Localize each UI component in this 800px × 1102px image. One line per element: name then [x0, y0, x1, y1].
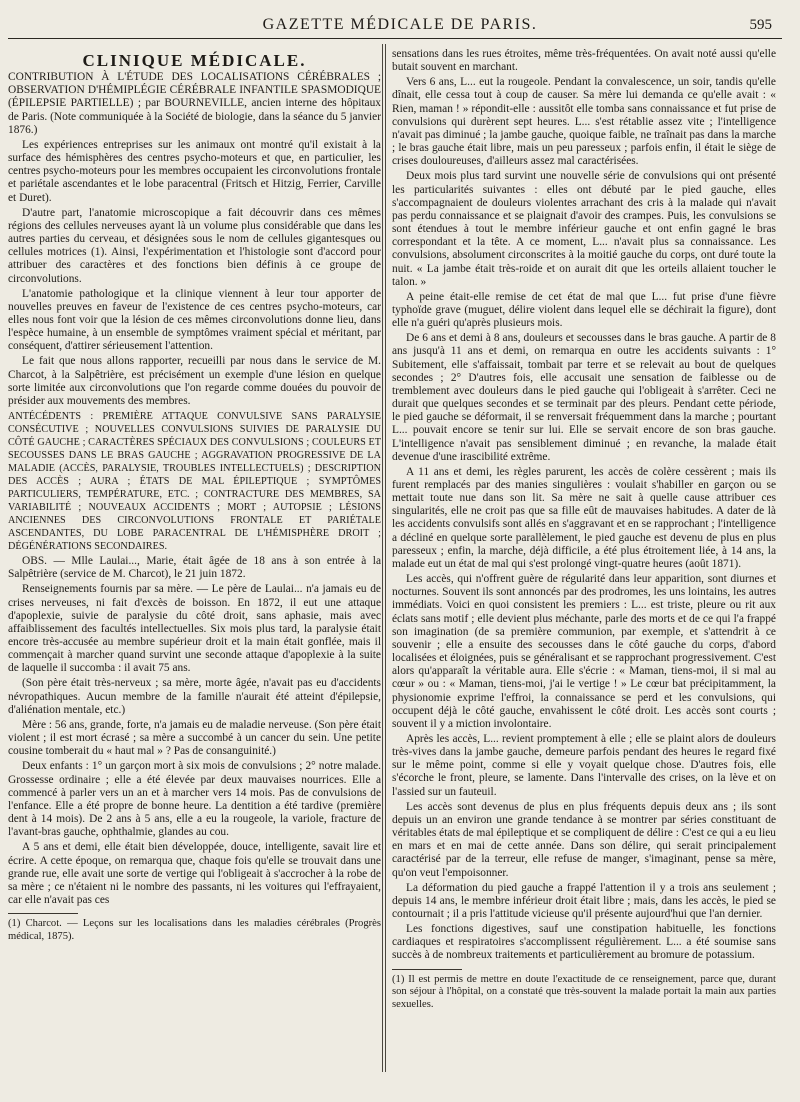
paragraph: Renseignements fournis par sa mère. — Le père de Laulai... n'a jamais eu de crises nerveuses, ni fait d'excès de boisson. En 1872, il eut une attaque d'apoplexie, suivie de paralysie du côté droit, sans aphasie, mais avec affaiblissement des facultés intellectuelles. Six mois plus tard, la paralysie était encore très-accusée au membre supérieur droit et la main était gonflée, mais il commençait à marcher quand survint une seconde attaque d'apoplexie à la suite de laquelle il succomba : il avait 75 ans.: [8, 583, 381, 675]
journal-title: GAZETTE MÉDICALE DE PARIS.: [262, 16, 538, 33]
article-heading: CONTRIBUTION À L'ÉTUDE DES LOCALISATIONS CÉRÉBRALES ; OBSERVATION D'HÉMIPLÉGIE CÉRÉBRALE INFANTILE SPASMODIQUE (ÉPILEPSIE PARTIELLE) ; par BOURNEVILLE, ancien interne des hôpitaux de Paris. (Note communiquée à la Société de biologie, dans la séance du 5 janvier 1876.): [8, 71, 381, 136]
paragraph: A 11 ans et demi, les règles parurent, les accès de colère cessèrent ; mais ils furent remplacés par des manies singulières : voulait s'habiller en garçon ou se mettait toute nue dans son lit. Sa mère ne sait à quelle cause attribuer ces singularités, elle ne croit pas que sa fille eût de mauvaises habitudes. A dater de là les accidents convulsifs sont allés en s'aggravant et en se rapprochant ; l'intelligence a décliné en quelque sorte parallèlement, le pied gauche est devenu de plus en plus paresseux ; enfin, la marche, déjà difficile, a été plus étroitement liée, à 14 ans, la malade eut un état de mal qui s'est prolongé vingt-quatre heures (août 1871).: [392, 465, 776, 570]
paragraph: La déformation du pied gauche a frappé l'attention il y a trois ans seulement ; depuis 14 ans, le membre inférieur droit était libre ; mais, dans les accès, le pied se contournait ; il a pris l'attitude vicieuse qu'il présente aujourd'hui que l'an dernier.: [392, 881, 776, 920]
paragraph: OBS. — Mlle Laulai..., Marie, était âgée de 18 ans à son entrée à la Salpêtrière (service de M. Charcot), le 21 juin 1872.: [8, 555, 381, 581]
paragraph: Vers 6 ans, L... eut la rougeole. Pendant la convalescence, un soir, tandis qu'elle dînait, elle cessa tout à coup de causer. Sa mère lui demanda ce qu'elle avait : « Rien, maman ! » répondit-elle : aussitôt elle tomba sans connaissance et fut prise de convulsions qui durèrent sept heures. L... s'est rétablie assez vite ; l'intelligence n'avait pas diminué ; la jambe gauche, quoique faible, ne traînait pas dans la marche ; le bras gauche était libre, mais un peu paresseux ; parfois enfin, il était le siège de crises douloureuses, d'ailleurs assez mal caractérisées.: [392, 76, 776, 168]
footnote: (1) Il est permis de mettre en doute l'exactitude de ce renseignement, parce que, durant son séjour à l'hôpital, on a constaté que très-souvent la malade portait la main aux parties sexuelles.: [392, 973, 776, 1010]
header-rule: [8, 38, 782, 39]
paragraph: sensations dans les rues étroites, même très-fréquentées. On avait noté aussi qu'elle butait souvent en marchant.: [392, 48, 776, 74]
paragraph: De 6 ans et demi à 8 ans, douleurs et secousses dans le bras gauche. A partir de 8 ans jusqu'à 11 ans et demi, on remarqua en outre les accidents suivants : 1° Subitement, elle s'affaissait, tombait par terre et se relevait au bout de quelques secondes ; 2° D'autres fois, elle accusait une sensation de faiblesse ou de tremblement avec douleurs dans le pied gauche qui l'obligeait à s'arrêter. Ceci ne durait que quelques secondes et se terminait par des pleurs. Pendant cette période, le pied gauche se déformait, il se renversait fréquemment dans la marche ; pourtant L... pouvait encore se tenir sur lui. Elle se servait encore de son bras gauche. L'intelligence n'avait pas sensiblement diminué ; en revanche, la malade était devenue d'une irascibilité extrême.: [392, 332, 776, 463]
footnote: (1) Charcot. — Leçons sur les localisations dans les maladies cérébrales (Progrès médical, 1875).: [8, 918, 381, 942]
section-title: CLINIQUE MÉDICALE.: [82, 51, 307, 70]
paragraph: A 5 ans et demi, elle était bien développée, douce, intelligente, savait lire et écrire. A cette époque, on remarqua que, chaque fois qu'elle se trouvait dans une grande rue, elle avait une sorte de vertige qui l'obligeait à s'accrocher à la robe de sa mère ; ce n'étaient ni le nombre des passants, ni les voitures qui l'effrayaient, car elle n'avait pas ces: [8, 841, 381, 906]
paragraph: Deux mois plus tard survint une nouvelle série de convulsions qui ont présenté les particularités suivantes : elles ont débuté par le pied gauche, elles s'accompagnaient de douleurs violentes arrachant des cris à la malade qui n'avait pas perdu connaissance et se plaignait d'avoir des crampes. Puis, les convulsions se sont étendues à tout le membre inférieur gauche et ont enfin gagné le bras correspondant et la tête. A ce moment, L... n'avait plus sa connaissance. Les convulsions, absolument circonscrites à la moitié gauche du corps, ont duré toute la nuit. « La jambe était très-roide et on aurait dit que les orteils allaient toucher le talon. »: [392, 170, 776, 288]
page-number: 595: [749, 17, 772, 33]
page-header: [0, 12, 800, 40]
right-column: [392, 48, 776, 1078]
paragraph: Deux enfants : 1° un garçon mort à six mois de convulsions ; 2° notre malade. Grossesse ordinaire ; elle a été élevée par deux mauvaises nourrices. Elle a commencé à parler vers un an et à marcher vers 14 mois. Pas de convulsions de l'enfance. Elle a été propre de bonne heure. La dentition a été tardive (première dent à 14 mois). De 2 ans à 5 ans, elle a eu la rougeole, la variole, fracture de l'avant-bras gauche, ophthalmie, glandes au cou.: [8, 760, 381, 839]
paragraph: Les accès sont devenus de plus en plus fréquents depuis deux ans ; ils sont depuis un an environ une grande tendance à se montrer par séries constituant de véritables états de mal épileptique et se compliquent de délire : C'est ce qui a eu lieu en mars et en mai de cette année. Dans son délire, qui serait principalement caractérisé par de la terreur, elle refuse de manger, s'imaginant, pense sa mère, qu'on veut l'empoisonner.: [392, 800, 776, 879]
footnote-rule: [8, 913, 78, 914]
paragraph: D'autre part, l'anatomie microscopique a fait découvrir dans ces mêmes régions des cellules nerveuses ayant là un volume plus considérable que dans les autres parties du cerveau, et désignées sous le nom de cellules gigantesques ou cellules motrices (1). Ainsi, l'expérimentation et l'histologie sont d'accord pour attribuer des caractères et des fonctions bien définis à ce groupe de circonvolutions.: [8, 206, 381, 285]
column-divider: [382, 44, 383, 1072]
observation-summary: ANTÉCÉDENTS : PREMIÈRE ATTAQUE CONVULSIVE SANS PARALYSIE CONSÉCUTIVE ; NOUVELLES CONVULSIONS SUIVIES DE PARALYSIE DU CÔTÉ GAUCHE ; CARACTÈRES SPÉCIAUX DES CONVULSIONS ; COULEURS ET SECOUSSES DANS LE BRAS GAUCHE ; AGGRAVATION PROGRESSIVE DE LA MALADIE (ACCÈS, PARALYSIE, TROUBLES INTELLECTUELS) ; DESCRIPTION DES ACCÈS ; AURA ; ÉTATS DE MAL ÉPILEPTIQUE ; SYMPTÔMES PARTICULIERS, TEMPÉRATURE, ETC. ; CONTRACTURE DES MEMBRES, SA VARIABILITÉ ; NOUVEAUX ACCIDENTS ; MORT ; AUTOPSIE ; LÉSIONS ANCIENNES DES CIRCONVOLUTIONS FRONTALE ET PARIÉTALE ASCENDANTES, DU LOBE PARACENTRAL DE L'HÉMISPHÈRE DROIT ; DÉGÉNÉRATIONS SECONDAIRES.: [8, 411, 381, 553]
paragraph: A peine était-elle remise de cet état de mal que L... fut prise d'une fièvre typhoïde grave (muguet, délire violent dans lequel elle se déchirait la figure), dont elle n'a guéri qu'après plusieurs mois.: [392, 290, 776, 330]
paragraph: L'anatomie pathologique et la clinique viennent à leur tour apporter de nouvelles preuves en faveur de l'existence de ces centres psycho-moteurs, car elles nous font voir que la lésion de ces mêmes circonvolutions donne lieu, dans l'espèce humaine, à un ensemble de symptômes vraiment spécial et méritant, par conséquent, d'attirer sérieusement l'attention.: [8, 287, 381, 353]
paragraph: Le fait que nous allons rapporter, recueilli par nous dans le service de M. Charcot, à la Salpêtrière, est précisément un exemple d'une lésion en quelque sorte limitée aux circonvolutions que l'on regarde comme douées du pouvoir de présider aux mouvements des membres.: [8, 355, 381, 407]
column-divider-second: [385, 44, 386, 1072]
paragraph: Après les accès, L... revient promptement à elle ; elle se plaint alors de douleurs très-vives dans la jambe gauche, demeure parfois pendant des heures le regard fixé sur le même point, comme si elle y voyait quelque chose. D'autres fois, elle s'écorche le front, pleure, se lamente. Dans l'intervalle des crises, on la lève et on l'assied sur un fauteuil.: [392, 732, 776, 798]
paragraph: Les fonctions digestives, sauf une constipation habituelle, les fonctions cardiaques et respiratoires s'accomplissent régulièrement. L... a été soumise sans succès à de nombreux traitements et particulièrement au bromure de potassium.: [392, 923, 776, 962]
paragraph: Mère : 56 ans, grande, forte, n'a jamais eu de maladie nerveuse. (Son père était violent ; il est mort écrasé ; sa mère a succombé à un cancer du sein. Une petite cousine tomberait du « haut mal » ? Pas de consanguinité.): [8, 718, 381, 758]
paragraph: (Son père était très-nerveux ; sa mère, morte âgée, n'avait pas eu d'accidents névropathiques. Aucun membre de la famille n'aurait été atteint d'épilepsie, d'aliénation mentale, etc.): [8, 677, 381, 716]
left-column: [8, 48, 381, 1078]
paragraph: Les accès, qui n'offrent guère de régularité dans leur apparition, sont diurnes et nocturnes. Souvent ils sont annoncés par des prodromes, les uns lointains, les autres immédiats. Voici en quoi consistent les premiers : L... est triste, pleure ou rit aux éclats sans motif ; elle devient plus méchante, parle des morts et de ce qui l'a frappé son imagination (de sa première communion, par exemple, et s'attendrit à ce souvenir ; elle a ensuite des secousses dans le côté gauche du corps, d'abord localisées et éloignées, puis se généralisant et se rapprochant progressivement. C'est alors qu'apparaît la véritable aura. Elle s'écrie : « Maman, tiens-moi, il si mal au cœur » ou : « Maman, tiens-moi, j'ai le vertige ! » Le cœur bat précipitamment, la physionomie exprime l'effroi, la connaissance se perd et les convulsions, qui occupent déjà le côté gauche, envahissent le côté droit. Les accès sont courts ; souvent il y a miction involontaire.: [392, 573, 776, 730]
paragraph: Les expériences entreprises sur les animaux ont montré qu'il existait à la surface des hémisphères des centres psycho-moteurs et que, en particulier, les centres psycho-moteurs pour les membres occupaient les circonvolutions frontale et pariétale ascendantes et le lobe paracentral (Fritsch et Hitzig, Ferrier, Carville et Duret).: [8, 138, 381, 204]
footnote-rule: [392, 969, 462, 970]
